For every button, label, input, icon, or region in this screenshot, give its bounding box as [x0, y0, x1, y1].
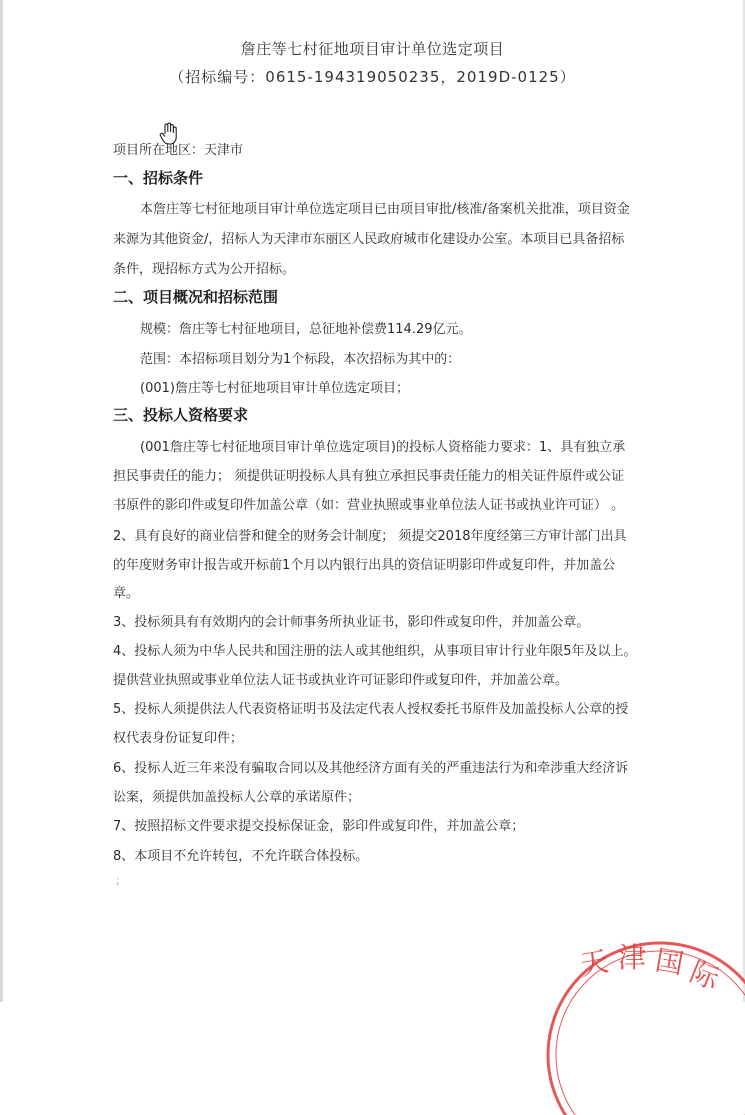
- section-3-line-4: 2、具有良好的商业信誉和健全的财务会计制度； 须提交2018年度经第三方审计部门出具: [113, 529, 627, 544]
- section-3-line-2: 担民事责任的能力； 须提供证明投标人具有独立承担民事责任能力的相关证件原件或公证: [113, 469, 625, 484]
- section-1-line-3: 条件，现招标方式为公开招标。: [113, 262, 296, 277]
- section-heading-3: 三、投标人资格要求: [113, 406, 249, 424]
- section-3-line-12: 6、投标人近三年来没有骗取合同以及其他经济方面有关的严重违法行为和牵涉重大经济诉: [113, 761, 629, 776]
- section-heading-2: 二、项目概况和招标范围: [113, 288, 279, 306]
- section-2-line-2: 范围：本招标项目划分为1个标段，本次招标为其中的：: [140, 352, 461, 367]
- section-2-line-3: (001)詹庄等七村征地项目审计单位选定项目；: [140, 381, 409, 396]
- svg-text:津: 津: [618, 941, 647, 974]
- section-3-line-3: 书原件的影印件或复印件加盖公章（如：营业执照或事业单位法人证书或执业许可证） 。: [113, 498, 625, 513]
- section-1-line-1: 本詹庄等七村征地项目审计单位选定项目已由项目审批/核准/备案机关批准，项目资金: [140, 202, 630, 217]
- bid-number: （招标编号：0615-194319050235，2019D-0125）: [169, 68, 576, 86]
- section-3-line-7: 3、投标须具有有效期内的会计师事务所执业证书，影印件或复印件，并加盖公章。: [113, 615, 590, 630]
- section-3-line-6: 章。: [113, 586, 140, 601]
- section-3-line-5: 的年度财务审计报告或开标前1个月以内银行出具的资信证明影印件或复印件，并加盖公: [113, 558, 616, 573]
- svg-text:天: 天: [577, 944, 611, 982]
- trailing-mark: ;: [116, 874, 120, 887]
- section-3-line-14: 7、按照招标文件要求提交投标保证金，影印件或复印件，并加盖公章；: [113, 819, 525, 834]
- section-3-line-15: 8、本项目不允许转包，不允许联合体投标。: [113, 849, 369, 864]
- project-location: 项目所在地区：天津市: [113, 143, 244, 158]
- scan-edge-left: [0, 0, 3, 1002]
- section-3-line-1: (001詹庄等七村征地项目审计单位选定项目)的投标人资格能力要求：1、具有独立承: [140, 440, 626, 455]
- section-heading-1: 一、招标条件: [113, 169, 204, 187]
- document-title: 詹庄等七村征地项目审计单位选定项目: [240, 40, 505, 58]
- section-3-line-13: 讼案，须提供加盖投标人公章的承诺原件；: [113, 790, 361, 805]
- official-seal-stamp: [540, 925, 745, 1115]
- section-2-line-1: 规模：詹庄等七村征地项目，总征地补偿费114.29亿元。: [140, 322, 472, 337]
- section-3-line-8: 4、投标人须为中华人民共和国注册的法人或其他组织，从事项目审计行业年限5年及以上。: [113, 644, 637, 659]
- section-3-line-9: 提供营业执照或事业单位法人证书或执业许可证影印件或复印件，并加盖公章。: [113, 673, 569, 688]
- section-3-line-10: 5、投标人须提供法人代表资格证明书及法定代表人授权委托书原件及加盖投标人公章的授: [113, 702, 629, 717]
- svg-text:国: 国: [652, 943, 687, 981]
- svg-text:际: 际: [685, 954, 724, 996]
- section-3-line-11: 权代表身份证复印件；: [113, 731, 244, 746]
- section-1-line-2: 来源为其他资金/，招标人为天津市东丽区人民政府城市化建设办公室。本项目已具备招标: [113, 232, 625, 247]
